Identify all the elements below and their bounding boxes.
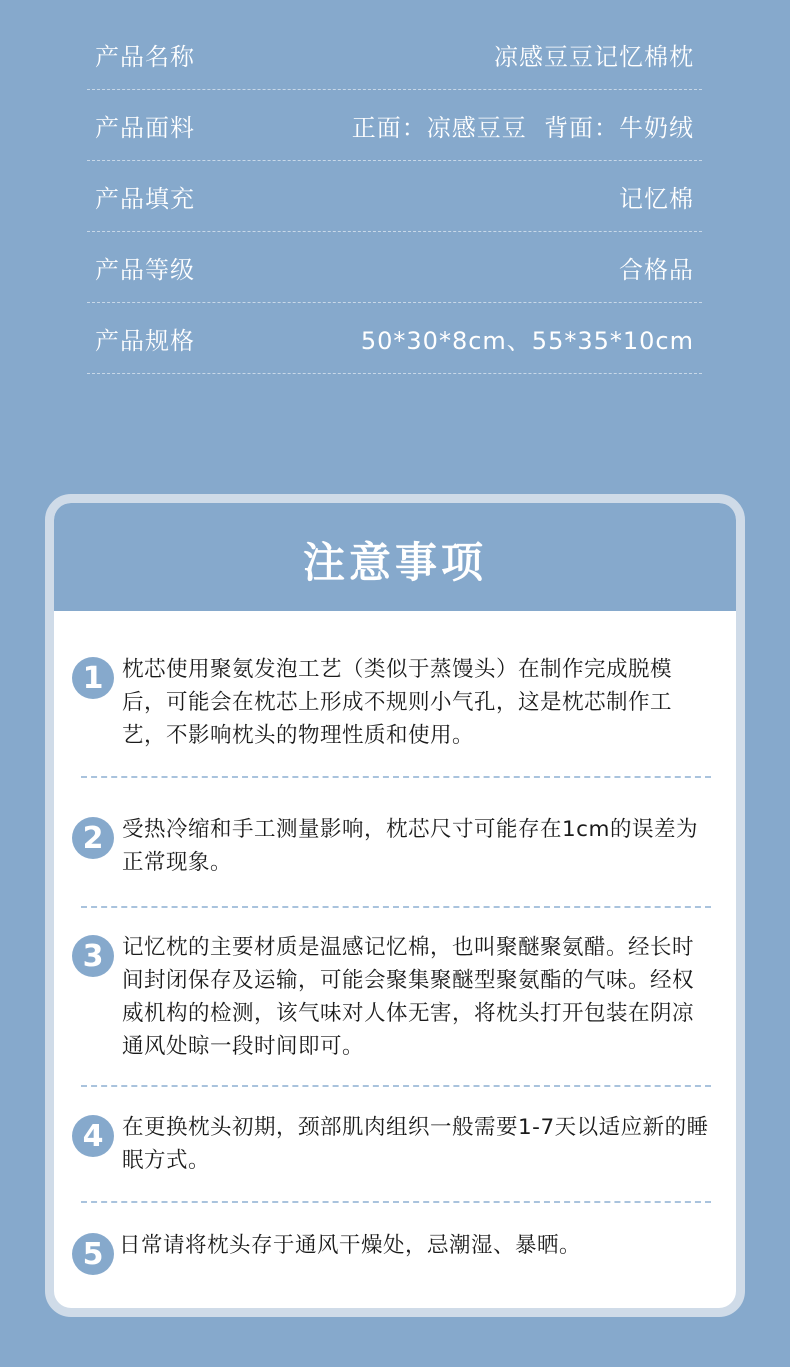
spec-label: 产品规格 — [95, 326, 195, 355]
notice-text: 在更换枕头初期，颈部肌肉组织一般需要1-7天以适应新的睡眠方式。 — [122, 1115, 709, 1173]
number-badge: 5 — [72, 1233, 114, 1275]
number-badge: 1 — [72, 657, 114, 699]
spec-row-fabric — [87, 90, 702, 161]
notice-text: 受热冷缩和手工测量影响，枕芯尺寸可能存在1cm的误差为正常现象。 — [122, 817, 698, 875]
number-badge: 2 — [72, 817, 114, 859]
spec-label: 产品面料 — [95, 113, 195, 142]
notice-item — [72, 813, 712, 879]
spec-value: 50*30*8cm、55*35*10cm — [360, 326, 694, 355]
notice-item — [72, 931, 712, 1063]
notice-header — [54, 503, 736, 611]
spec-label: 产品名称 — [95, 42, 195, 71]
spec-value: 凉感豆豆记忆棉枕 — [494, 42, 694, 71]
notice-title: 注意事项 — [302, 538, 487, 587]
spec-row-filling — [87, 161, 702, 232]
notice-text: 日常请将枕头存于通风干燥处，忌潮湿、暴晒。 — [119, 1233, 582, 1258]
spec-row-grade — [87, 232, 702, 303]
spec-value: 正面：凉感豆豆 背面：牛奶绒 — [351, 113, 694, 142]
dashed-divider — [81, 906, 711, 908]
spec-value: 记忆棉 — [619, 184, 694, 213]
notice-text: 记忆枕的主要材质是温感记忆棉，也叫聚醚聚氨醋。经长时间封闭保存及运输，可能会聚集聚醚型聚氨酯的气味。经权威机构的检测，该气味对人体无害，将枕头打开包装在阴凉通风处晾一段时间即可。 — [122, 935, 695, 1059]
notice-item — [72, 1111, 712, 1177]
dashed-divider — [81, 1085, 711, 1087]
notice-text: 枕芯使用聚氨发泡工艺（类似于蒸馒头）在制作完成脱模后，可能会在枕芯上形成不规则小气孔，这是枕芯制作工艺，不影响枕头的物理性质和使用。 — [122, 657, 673, 748]
notice-card — [45, 494, 745, 1317]
spec-table — [87, 19, 702, 374]
notice-item — [72, 653, 712, 752]
notice-item — [72, 1229, 712, 1275]
spec-value: 合格品 — [619, 255, 694, 284]
spec-label: 产品填充 — [95, 184, 195, 213]
spec-row-size — [87, 303, 702, 374]
number-badge: 3 — [72, 935, 114, 977]
dashed-divider — [81, 776, 711, 778]
dashed-divider — [81, 1201, 711, 1203]
spec-label: 产品等级 — [95, 255, 195, 284]
number-badge: 4 — [72, 1115, 114, 1157]
spec-row-name — [87, 19, 702, 90]
